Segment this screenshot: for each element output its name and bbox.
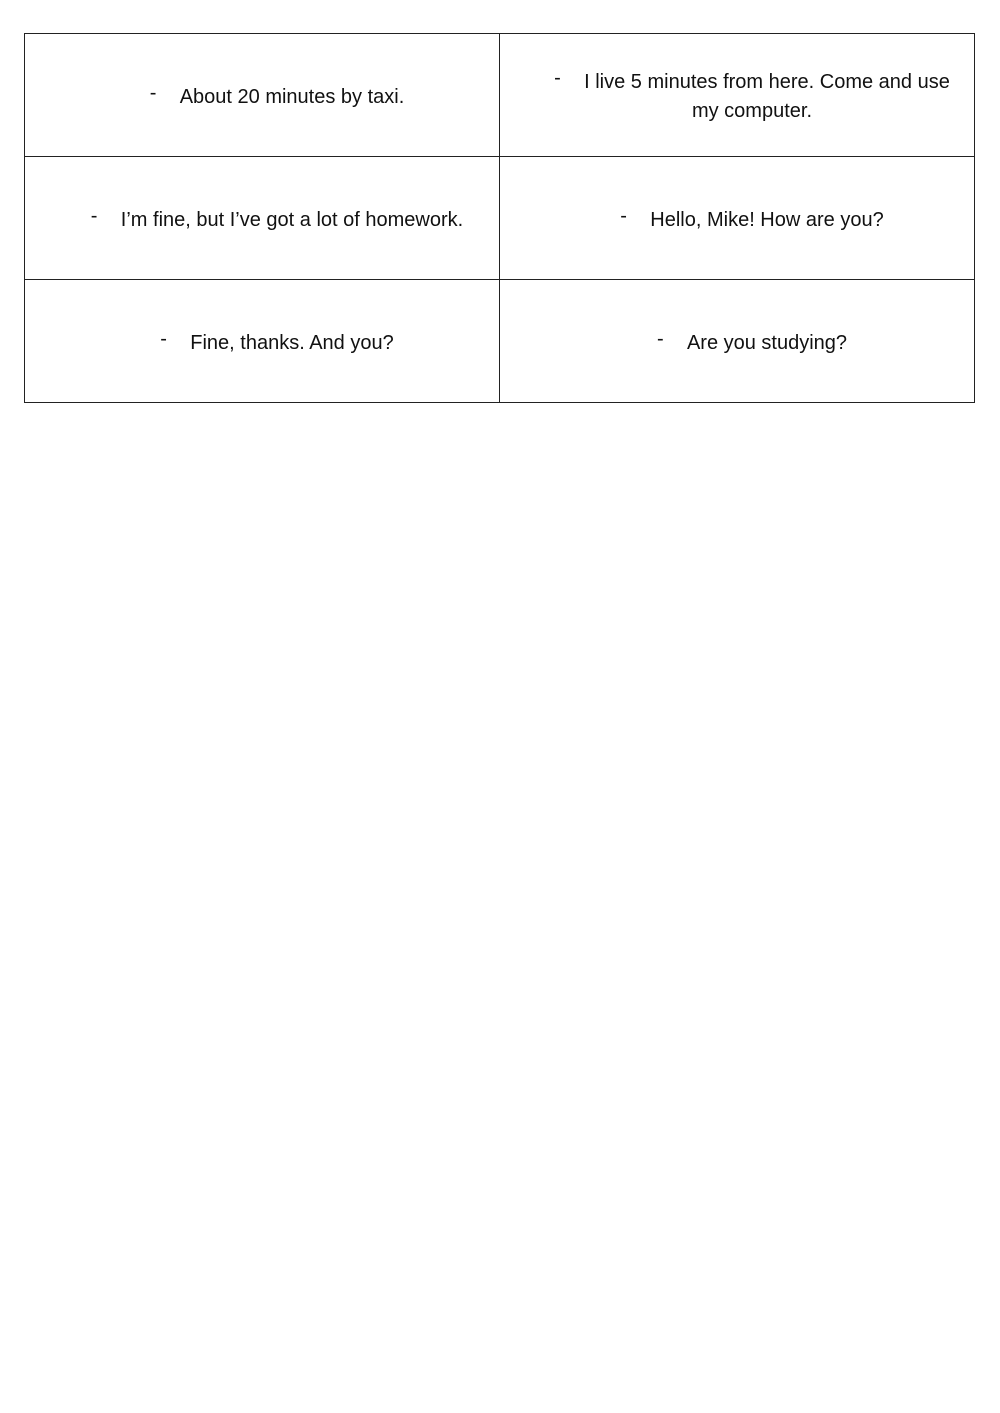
card-text: I’m fine, but I’ve got a lot of homework. — [120, 208, 464, 231]
card-dash: - — [554, 67, 561, 89]
card-dash: - — [149, 81, 157, 104]
card-dash: - — [656, 327, 664, 350]
table-row — [25, 34, 975, 157]
card-dash: - — [90, 204, 98, 227]
card-text: Fine, thanks. And you? — [190, 331, 394, 354]
card-2 — [500, 34, 975, 157]
card-text: Hello, Mike! How are you? — [650, 208, 884, 231]
table-row — [25, 280, 975, 403]
card-4 — [500, 157, 975, 280]
card-3 — [25, 157, 500, 280]
card-5 — [25, 280, 500, 403]
table-row — [25, 157, 975, 280]
card-dash: - — [160, 327, 167, 350]
card-text: I live 5 minutes from here. Come and use my computer. — [584, 71, 950, 122]
card-text: About 20 minutes by taxi. — [179, 85, 405, 108]
card-text: Are you studying? — [686, 331, 848, 354]
card-dash: - — [620, 204, 627, 227]
dialogue-cards-table — [24, 33, 975, 403]
card-6 — [500, 280, 975, 403]
card-1 — [25, 34, 500, 157]
